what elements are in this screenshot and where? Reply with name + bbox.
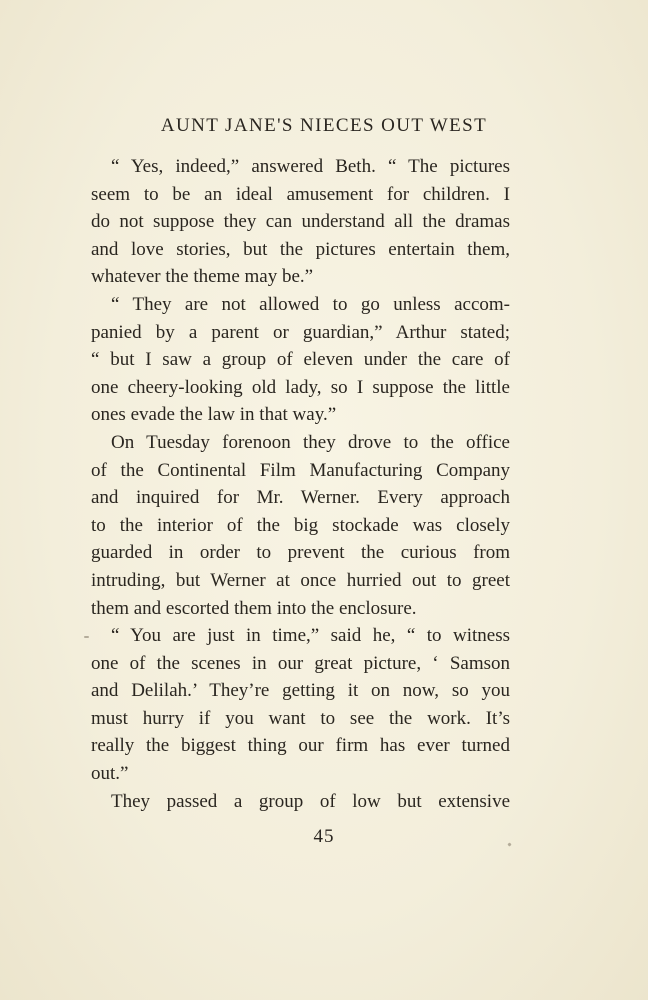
text-line: guarded in order to prevent the curious from [91,542,510,564]
text-line: to the interior of the big stockade was closely [91,514,510,536]
text-line: On Tuesday forenoon they drove to the office [111,431,510,453]
paragraph [91,153,510,291]
text-line: and love stories, but the pictures entertain them, [91,238,510,260]
text-line: “ You are just in time,” said he, “ to witness [111,625,510,647]
text-line: one cheery-looking old lady, so I suppose the little [91,376,510,398]
text-line: intruding, but Werner at once hurried out to greet [91,569,510,591]
paragraph [91,788,510,816]
text-line: and inquired for Mr. Werner. Every approach [91,487,510,509]
text-line: do not suppose they can understand all the dramas [91,211,510,233]
text-line: “ They are not allowed to go unless accom- [111,293,510,315]
text-line: “ but I saw a group of eleven under the care of [91,349,510,371]
text-line: out.” [91,763,129,785]
text-line: ones evade the law in that way.” [91,404,337,426]
text-line: “ Yes, indeed,” answered Beth. “ The pictures [111,156,510,177]
page-number: 45 [313,826,335,847]
text-line: them and escorted them into the enclosure. [91,597,417,619]
body-text [91,153,510,815]
text-line: panied by a parent or guardian,” Arthur stated; [91,321,510,343]
running-head: AUNT JANE'S NIECES OUT WEST [160,115,488,136]
paragraph [91,429,510,622]
text-line: of the Continental Film Manufacturing Company [91,459,510,481]
paper-speck [84,636,89,638]
text-line: They passed a group of low but extensive [111,790,510,812]
paragraph [91,622,510,788]
text-line: whatever the theme may be.” [91,266,314,288]
text-line: and Delilah.’ They’re getting it on now, so you [91,680,510,702]
text-line: must hurry if you want to see the work. It’s [91,707,510,729]
text-line: one of the scenes in our great picture, ‘ Samson [91,652,510,674]
text-line: really the biggest thing our firm has ever turned [91,735,510,757]
text-line: seem to be an ideal amusement for children. I [91,183,510,205]
paragraph [91,291,510,429]
